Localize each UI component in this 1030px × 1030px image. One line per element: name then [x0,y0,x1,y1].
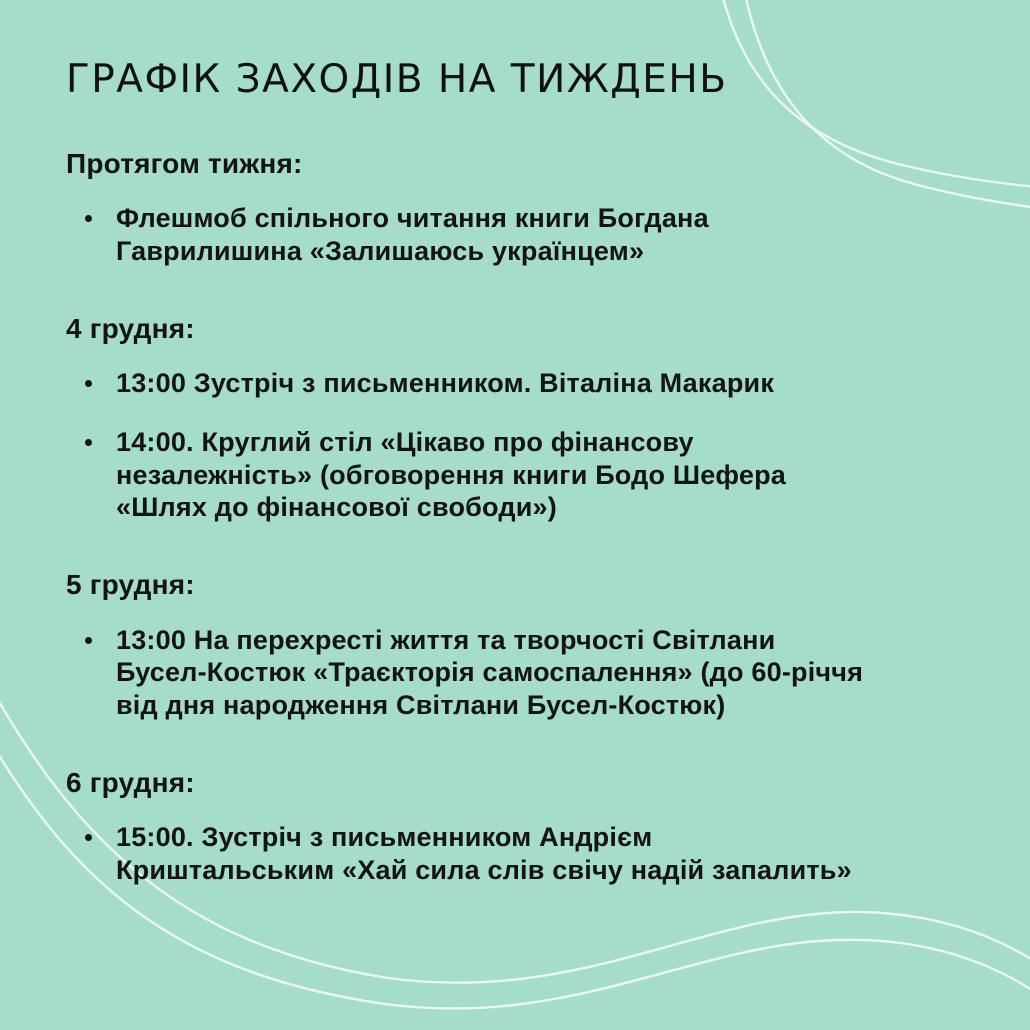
section-heading: Протягом тижня: [66,147,303,179]
event-text: 14:00. Круглий стіл «Цікаво про фінансову незалежність» (обговорення книги Бодо Шефера «Шлях до фінансової свободи») [116,427,787,523]
section-dec-4 [66,312,960,524]
event-text: Флешмоб спільного читання книги Богдана Гаврилишина «Залишаюсь українцем» [116,203,709,267]
bullet-icon [85,439,92,446]
event-text: 13:00 Зустріч з письменником. Віталіна Макарик [116,368,775,399]
bullet-icon [85,834,92,841]
section-week [66,147,960,268]
list-item [66,202,866,267]
event-list [66,202,866,267]
list-item [66,367,866,400]
event-list [66,367,866,524]
list-item [66,821,866,886]
list-item [66,426,866,524]
bullet-icon [85,637,92,644]
section-dec-5 [66,568,960,722]
bullet-icon [85,380,92,387]
event-list [66,624,866,722]
section-dec-6 [66,766,960,887]
bullet-icon [85,215,92,222]
list-item [66,624,866,722]
event-text: 15:00. Зустріч з письменником Андрієм Криштальським «Хай сила слів свічу надій запалить» [116,822,852,885]
section-heading: 5 грудня: [66,568,195,600]
event-text: 13:00 На перехресті життя та творчості Світлани Бусел-Костюк «Траєкторія самоспалення» (до 60-річчя від дня народження Світлани Бусел-Костюк) [116,624,864,720]
event-list [66,821,866,886]
poster-title: ГРАФІК ЗАХОДІВ НА ТИЖДЕНЬ [66,57,728,102]
section-heading: 6 грудня: [66,766,195,798]
section-heading: 4 грудня: [66,312,195,344]
